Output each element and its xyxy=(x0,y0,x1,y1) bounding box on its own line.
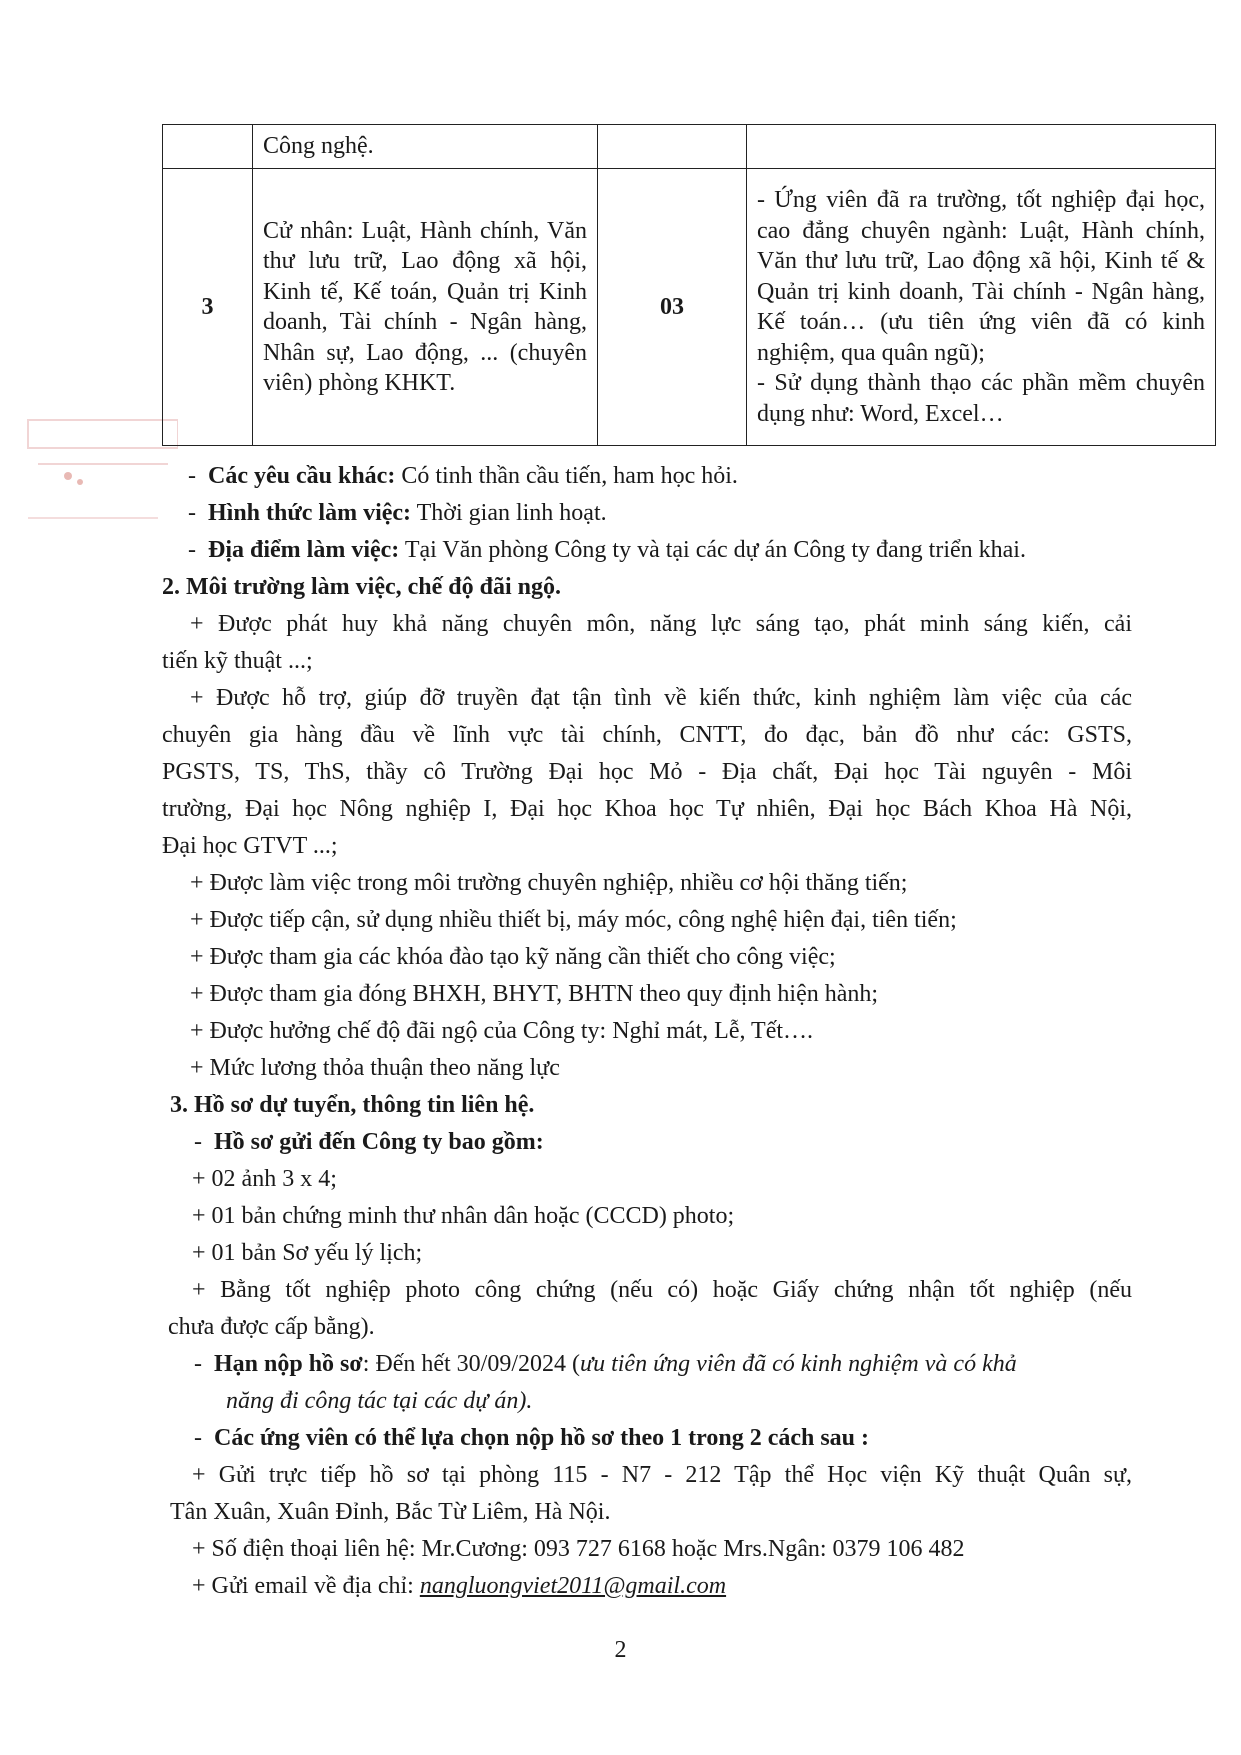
document-item: + 01 bản chứng minh thư nhân dân hoặc (CCCD) photo; xyxy=(192,1203,735,1229)
submission-method: + Gửi trực tiếp hồ sơ tại phòng 115 - N7 - 212 Tập thể Học viện Kỹ thuật Quân sự, xyxy=(192,1462,1132,1488)
benefit-item: + Được tiếp cận, sử dụng nhiều thiết bị, máy móc, công nghệ hiện đại, tiên tiến; xyxy=(190,907,957,933)
document-item: + 02 ảnh 3 x 4; xyxy=(192,1166,337,1192)
quantity-cell: 03 xyxy=(598,169,747,446)
document-body xyxy=(162,458,1132,1605)
work-form: - Hình thức làm việc: Thời gian linh hoạt. xyxy=(188,500,607,526)
section-3-title: 3. Hồ sơ dự tuyển, thông tin liên hệ. xyxy=(170,1092,535,1118)
document-item: + 01 bản Sơ yếu lý lịch; xyxy=(192,1240,423,1266)
row-number: 3 xyxy=(163,169,253,446)
position-cell: Cử nhân: Luật, Hành chính, Văn thư lưu trữ, Lao động xã hội, Kinh tế, Kế toán, Quản trị Kinh doanh, Tài chính - Ngân hàng, Nhân sự, Lao động, ... (chuyên viên) phòng KHKT. xyxy=(253,169,598,446)
table-cell xyxy=(253,125,598,169)
section-2-title: 2. Môi trường làm việc, chế độ đãi ngộ. xyxy=(162,574,561,600)
submission-method: Tân Xuân, Xuân Đỉnh, Bắc Từ Liêm, Hà Nội. xyxy=(170,1499,611,1525)
requirement-text: - Ứng viên đã ra trường, tốt nghiệp đại học, cao đẳng chuyên ngành: Luật, Hành chính, Văn thư lưu trữ, Lao động xã hội, Kinh tế & Quản trị kinh doanh, Tài chính - Ngân hàng, Kế toán… (ưu tiên ứng viên đã có kinh nghiệm, qua quân ngũ); xyxy=(757,187,1205,366)
deadline: - Hạn nộp hồ sơ: Đến hết 30/09/2024 (ưu tiên ứng viên đã có kinh nghiệm và có khả xyxy=(194,1351,1017,1377)
positions-table xyxy=(162,124,1216,446)
paragraph-line: trường, Đại học Nông nghiệp I, Đại học Khoa học Tự nhiên, Đại học Bách Khoa Hà Nội, xyxy=(162,796,1132,822)
work-place: - Địa điểm làm việc: Tại Văn phòng Công ty và tại các dự án Công ty đang triển khai. xyxy=(188,537,1026,563)
paragraph-line: + Được hỗ trợ, giúp đỡ truyền đạt tận tình về kiến thức, kinh nghiệm làm việc của các xyxy=(190,685,1132,711)
benefit-item: + Mức lương thỏa thuận theo năng lực xyxy=(190,1055,560,1081)
stamp-remnant-icon xyxy=(18,408,178,528)
table-row xyxy=(163,169,1216,446)
deadline-note: năng đi công tác tại các dự án). xyxy=(226,1388,533,1414)
other-requirements: - Các yêu cầu khác: Có tinh thần cầu tiến, ham học hỏi. xyxy=(188,463,738,489)
contact-email: + Gửi email về địa chỉ: nangluongviet2011@gmail.com xyxy=(192,1573,727,1599)
paragraph-line: Đại học GTVT ...; xyxy=(162,833,338,859)
document-item: chưa được cấp bằng). xyxy=(168,1314,375,1340)
table-cell xyxy=(598,125,747,169)
table-cell xyxy=(747,125,1216,169)
benefit-item: + Được tham gia các khóa đào tạo kỹ năng cần thiết cho công việc; xyxy=(190,944,836,970)
paragraph-line: tiến kỹ thuật ...; xyxy=(162,648,313,674)
table-cell xyxy=(163,125,253,169)
page-number: 2 xyxy=(614,1637,627,1663)
requirement-text: - Sử dụng thành thạo các phần mềm chuyên dụng như: Word, Excel… xyxy=(757,370,1205,427)
document-item: + Bằng tốt nghiệp photo công chứng (nếu có) hoặc Giấy chứng nhận tốt nghiệp (nếu xyxy=(192,1277,1132,1303)
submission-methods-heading: - Các ứng viên có thể lựa chọn nộp hồ sơ theo 1 trong 2 cách sau : xyxy=(194,1425,870,1451)
benefit-item: + Được tham gia đóng BHXH, BHYT, BHTN theo quy định hiện hành; xyxy=(190,981,879,1007)
cell-text: Công nghệ. xyxy=(263,133,374,159)
paragraph-line: PGSTS, TS, ThS, thầy cô Trường Đại học Mỏ - Địa chất, Đại học Tài nguyên - Môi xyxy=(162,759,1132,785)
benefit-item: + Được hưởng chế độ đãi ngộ của Công ty: Nghỉ mát, Lễ, Tết…. xyxy=(190,1018,814,1044)
documents-heading: - Hồ sơ gửi đến Công ty bao gồm: xyxy=(194,1129,544,1155)
benefit-item: + Được làm việc trong môi trường chuyên nghiệp, nhiều cơ hội thăng tiến; xyxy=(190,870,908,896)
paragraph-line: + Được phát huy khả năng chuyên môn, năng lực sáng tạo, phát minh sáng kiến, cải xyxy=(190,611,1132,637)
table-row xyxy=(163,125,1216,169)
paragraph-line: chuyên gia hàng đầu về lĩnh vực tài chính, CNTT, đo đạc, bản đồ như các: GSTS, xyxy=(162,722,1132,748)
contact-phone: + Số điện thoại liên hệ: Mr.Cương: 093 727 6168 hoặc Mrs.Ngân: 0379 106 482 xyxy=(192,1536,965,1562)
requirements-cell xyxy=(747,169,1216,446)
email-link[interactable]: nangluongviet2011@gmail.com xyxy=(419,1573,727,1599)
